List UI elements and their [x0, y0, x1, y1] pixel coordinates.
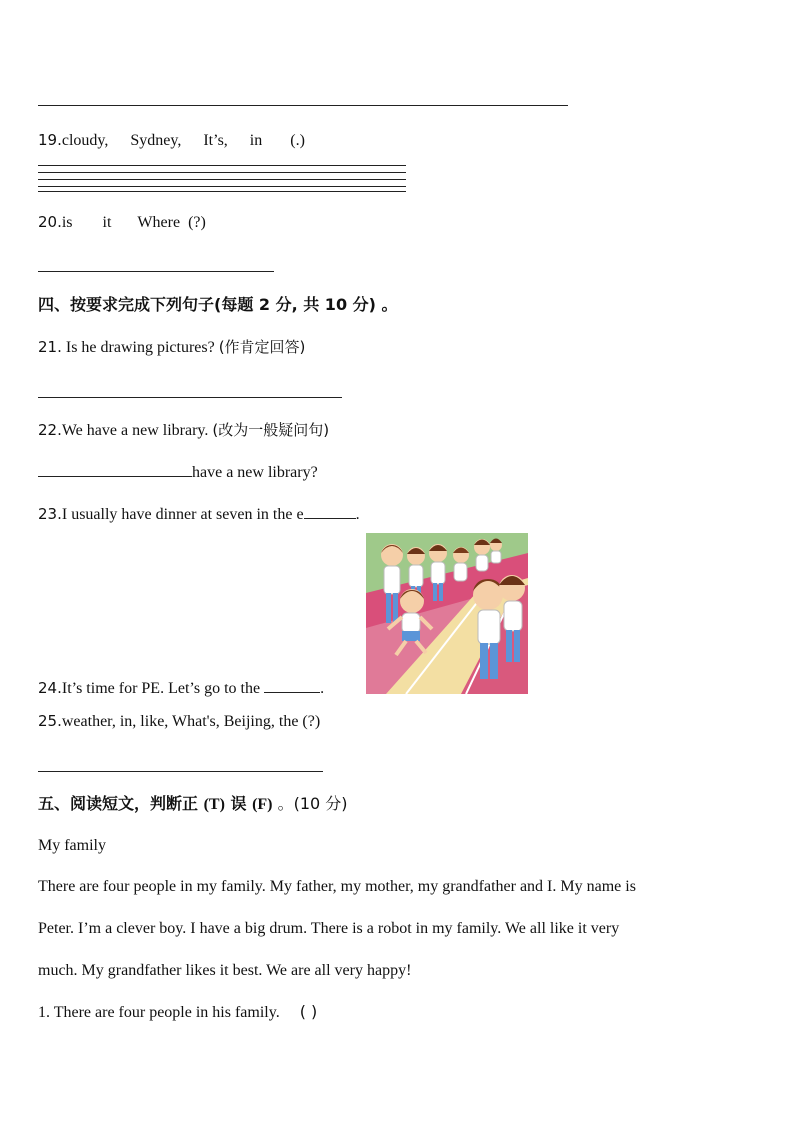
question-19: 19.cloudy, Sydney, It’s, in (.): [38, 131, 305, 149]
answer-brackets[interactable]: ( ): [299, 1002, 318, 1021]
word: cloudy,: [61, 132, 109, 149]
word: (?): [188, 214, 206, 231]
passage-line: Peter. I’m a clever boy. I have a big drum. There is a robot in my family. We all like it very: [38, 920, 620, 937]
question-22: 22.We have a new library. (改为一般疑问句): [38, 421, 330, 439]
answer-line-18[interactable]: [38, 105, 568, 106]
instruction: (改为一般疑问句): [212, 421, 330, 439]
true-false-question-1: 1. There are four people in his family. ( ): [38, 1002, 318, 1021]
question-22-answer: have a new library?: [38, 462, 318, 483]
passage-title: My family: [38, 837, 106, 854]
word: is: [61, 214, 73, 231]
answer-line-19d[interactable]: [38, 186, 406, 187]
running-track-children-icon: [366, 533, 528, 694]
passage-line: There are four people in my family. My father, my mother, my grandfather and I. My name is: [38, 878, 636, 895]
word: Sydney,: [130, 132, 182, 149]
answer-line-19c[interactable]: [38, 179, 406, 180]
question-21: 21. Is he drawing pictures? (作肯定回答): [38, 338, 306, 356]
passage-line: much. My grandfather likes it best. We are all very happy!: [38, 962, 412, 979]
answer-line-25[interactable]: [38, 771, 323, 772]
question-25: 25.weather, in, like, What's, Beijing, the (?): [38, 712, 321, 730]
answer-blank-22[interactable]: [38, 462, 192, 477]
answer-line-19a[interactable]: [38, 165, 406, 166]
question-20: 20.is it Where (?): [38, 213, 206, 231]
answer-line-21[interactable]: [38, 397, 342, 398]
word: in: [249, 132, 263, 149]
question-23: 23.I usually have dinner at seven in the e .: [38, 505, 360, 523]
question-24: 24.It’s time for PE. Let’s go to the .: [38, 679, 325, 697]
answer-line-20[interactable]: [38, 271, 274, 272]
answer-blank-23[interactable]: [304, 504, 356, 519]
answer-line-19e[interactable]: [38, 191, 406, 192]
answer-blank-24[interactable]: [264, 678, 320, 693]
word: it: [102, 214, 112, 231]
section-4-title: 四、按要求完成下列句子(每题 2 分, 共 10 分) 。: [38, 295, 398, 314]
word: Where: [137, 214, 181, 231]
word: (.): [290, 132, 305, 149]
section-5-title: 五、阅读短文，判断正 (T) 误 (F) 。(10 分): [38, 794, 348, 813]
word: It’s,: [203, 132, 228, 149]
answer-line-19b[interactable]: [38, 172, 406, 173]
instruction: (作肯定回答): [218, 338, 306, 356]
